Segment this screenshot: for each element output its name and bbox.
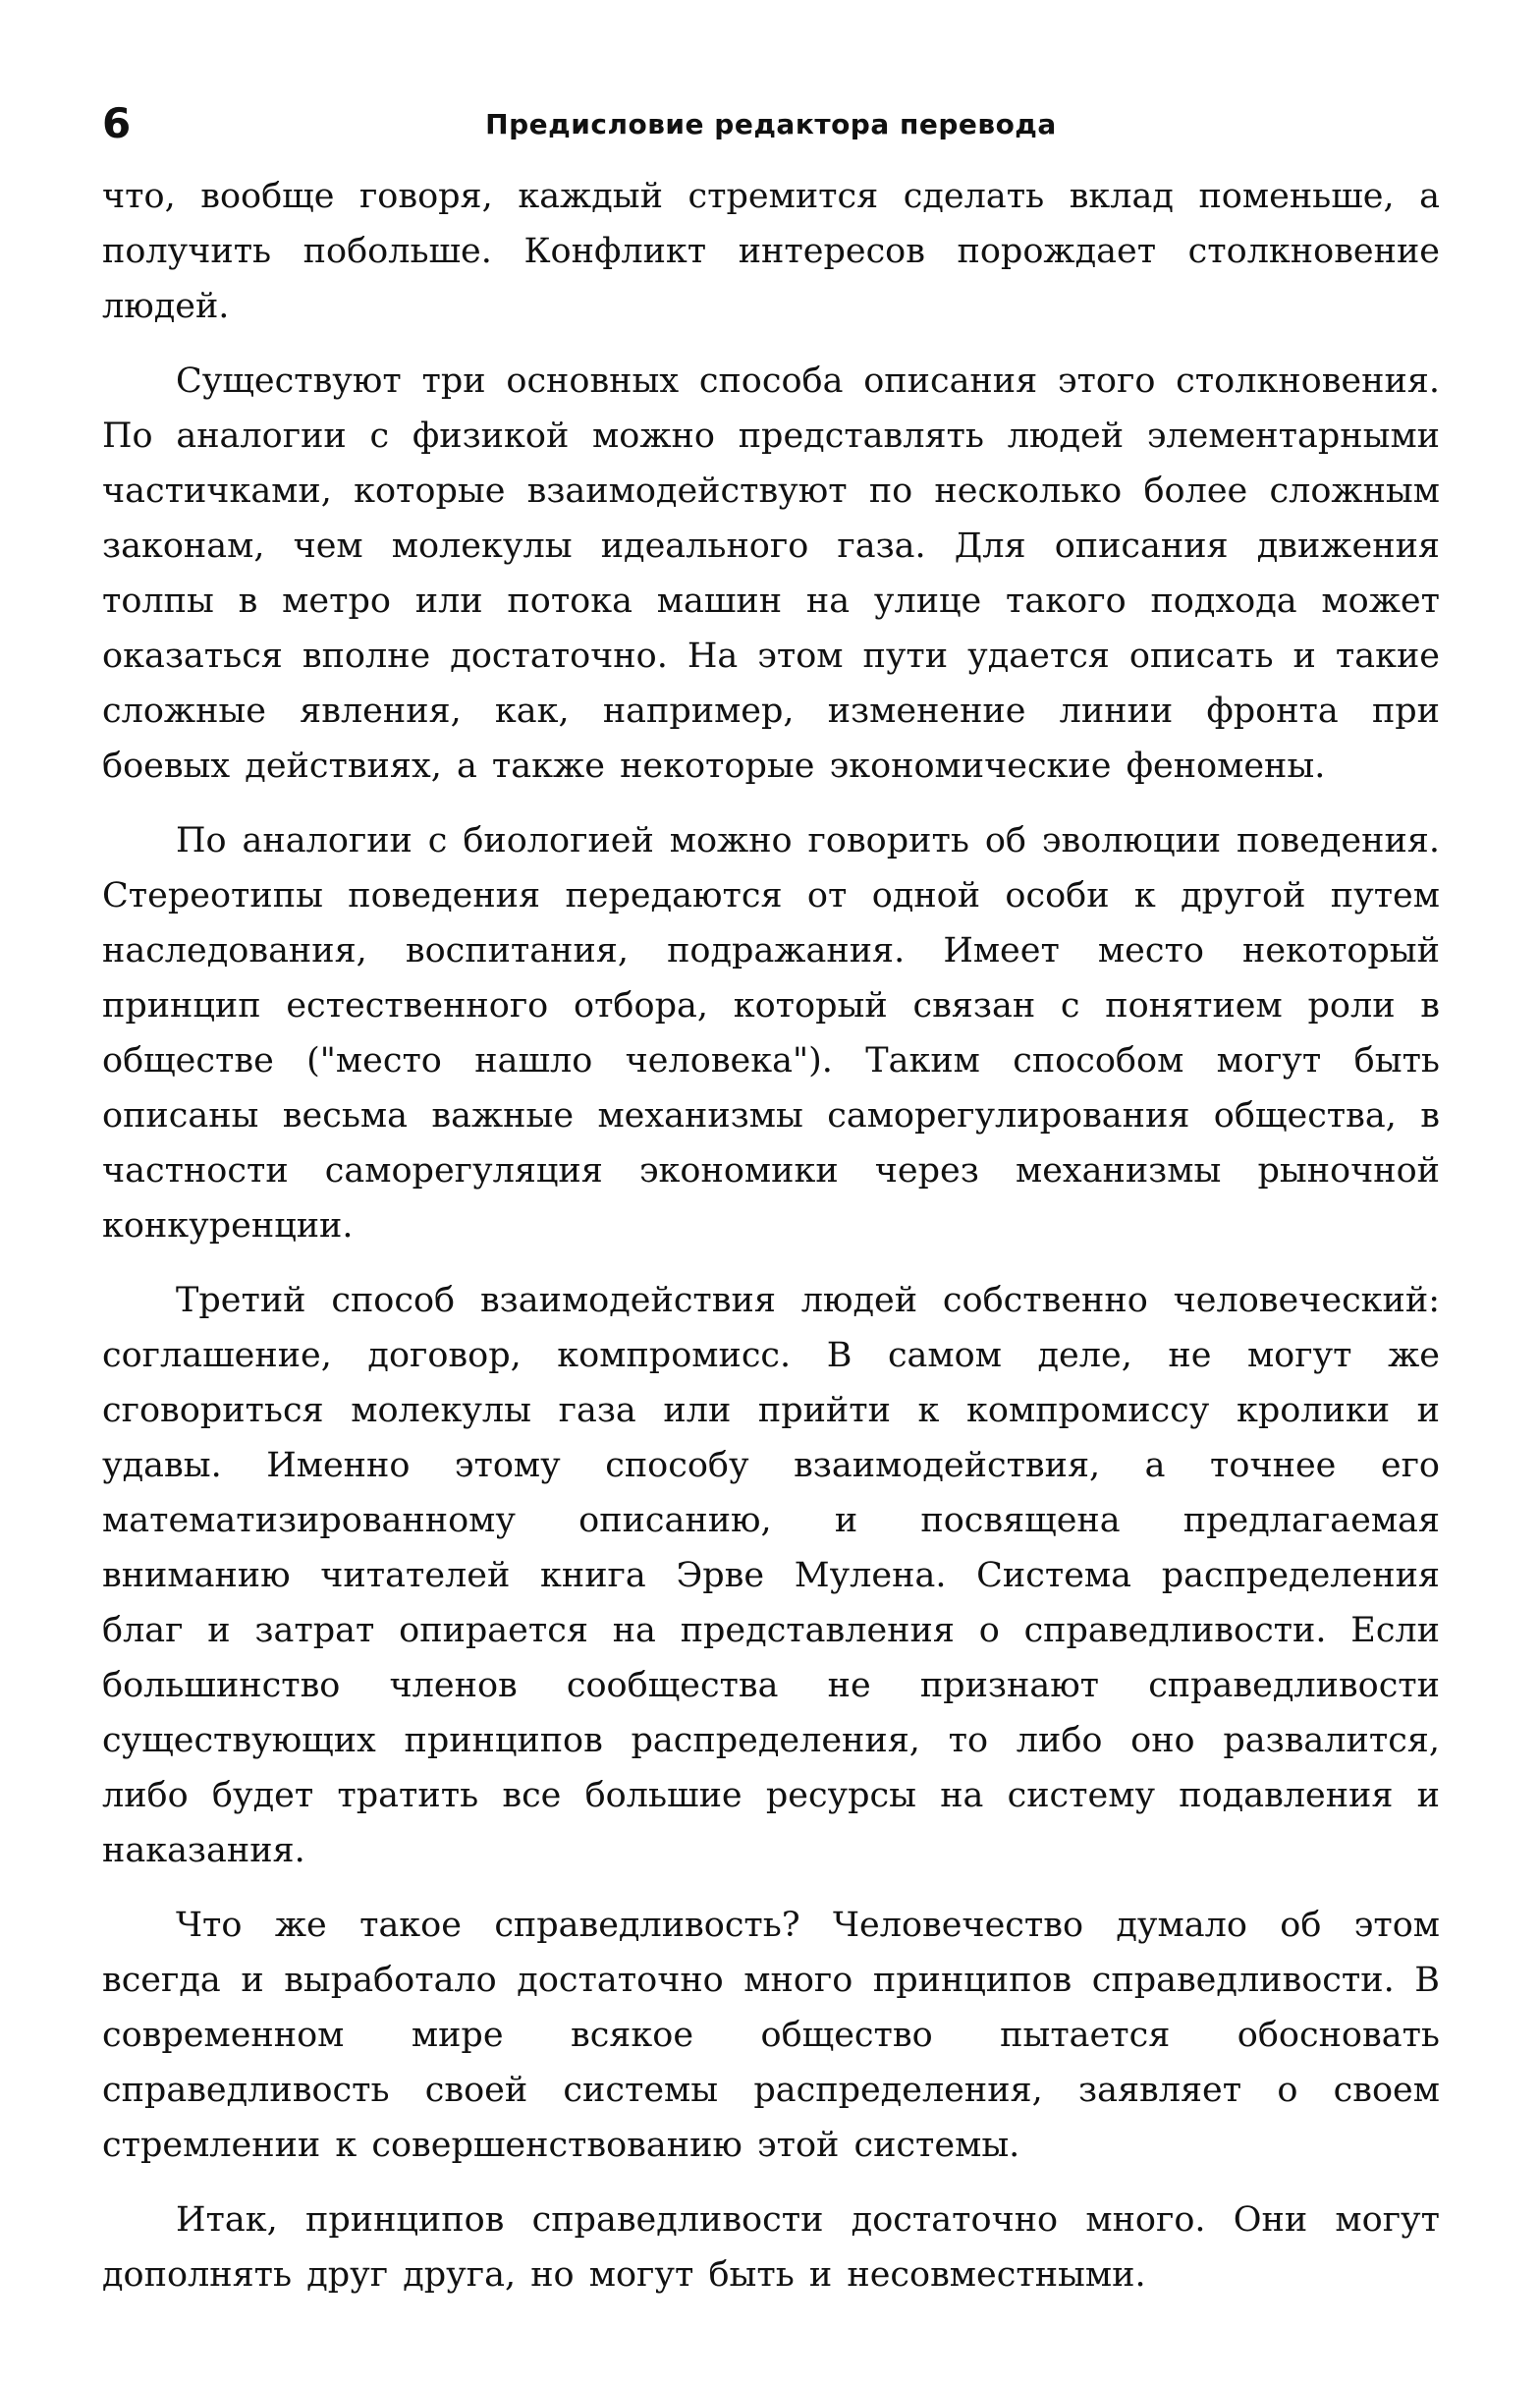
paragraph: По аналогии с биологией можно говорить об эволюции поведения. Стереотипы поведения передаются от одной особи к другой путем наследования, воспитания, подражания. Имеет место некоторый принцип естественного отбора, который связан с понятием роли в обществе ("место нашло человека"). Таким способом могут быть описаны весьма важные механизмы саморегулирования общества, в частности саморегуляция экономики через механизмы рыночной конкуренции. [102,821,1440,1246]
page-number: 6 [102,99,132,147]
body-text [102,169,1440,2322]
paragraph-continued: что, вообще говоря, каждый стремится сделать вклад поменьше, а получить побольше. Конфликт интересов порождает столкновение людей. [102,177,1440,326]
paragraph: Что же такое справедливость? Человечество думало об этом всегда и выработало достаточно много принципов справедливости. В современном мире всякое общество пытается обосновать справедливость своей системы распределения, заявляет о своем стремлении к совершенствованию этой системы. [102,1906,1440,2165]
paragraph: Итак, принципов справедливости достаточно много. Они могут дополнять друг друга, но могут быть и несовместными. [102,2200,1440,2295]
running-title: Предисловие редактора перевода [485,108,1057,140]
paragraph: Третий способ взаимодействия людей собственно человеческий: соглашение, договор, компромисс. В самом деле, не могут же сговориться молекулы газа или прийти к компромиссу кролики и удавы. Именно этому способу взаимодействия, а точнее его математизированному описанию, и посвящена предлагаемая вниманию читателей книга Эрве Мулена. Система распределения благ и затрат опирается на представления о справедливости. Если большинство членов сообщества не признают справедливости существующих принципов распределения, то либо оно развалится, либо будет тратить все большие ресурсы на систему подавления и наказания. [102,1281,1440,1870]
page-header [102,94,1440,153]
paragraph: Существуют три основных способа описания этого столкновения. По аналогии с физикой можно представлять людей элементарными частичками, которые взаимодействуют по несколько более сложным законам, чем молекулы идеального газа. Для описания движения толпы в метро или потока машин на улице такого подхода может оказаться вполне достаточно. На этом пути удается описать и такие сложные явления, как, например, изменение линии фронта при боевых действиях, а также некоторые экономические феномены. [102,361,1440,786]
